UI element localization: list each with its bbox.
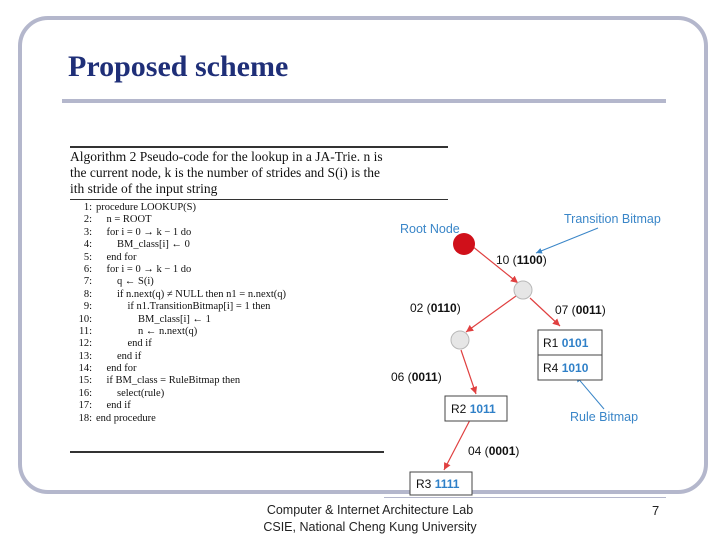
line-text: for i = 0 → k − 1 do	[96, 263, 192, 275]
line-number: 9:	[83, 301, 92, 313]
node-10	[514, 281, 532, 299]
line-number: 13:	[78, 350, 92, 362]
transition-bitmap-arrow	[536, 228, 598, 253]
line-number: 4:	[83, 239, 92, 251]
edge-label-07: 07 (0011)	[555, 303, 606, 317]
rule-r2-label: R2 1011	[451, 402, 496, 416]
edge-r2-to-r3	[444, 420, 470, 470]
rule-r3-label: R3 1111	[416, 477, 460, 491]
line-text: q ← S(i)	[96, 276, 154, 288]
footer-lab: Computer & Internet Architecture Lab	[266, 503, 474, 517]
line-number: 17:	[78, 400, 92, 412]
line-text: n = ROOT	[96, 214, 152, 226]
footer	[220, 502, 520, 536]
transition-bitmap-label: Transition Bitmap	[564, 212, 661, 226]
footer-rule	[384, 497, 666, 498]
line-number: 5:	[83, 251, 92, 263]
edge-label-02: 02 (0110)	[410, 301, 461, 315]
slide-title: Proposed scheme	[68, 50, 289, 83]
line-number: 2:	[83, 214, 92, 226]
rule-r4-label: R4 1010	[543, 361, 589, 375]
line-text: for i = 0 → k − 1 do	[96, 226, 192, 238]
edge-label-06: 06 (0011)	[391, 370, 442, 384]
line-number: 8:	[83, 288, 92, 300]
line-text: end for	[96, 363, 137, 375]
footer-university: CSIE, National Cheng Kung University	[263, 520, 477, 534]
line-number: 7:	[83, 276, 92, 288]
edge-label-10: 10 (1100)	[496, 253, 547, 267]
line-number: 6:	[83, 263, 92, 275]
line-text: BM_class[i] ← 0	[96, 239, 190, 251]
edge-n02-to-r2	[461, 350, 476, 394]
caption-line: Algorithm 2 Pseudo-code for the lookup in a JA-Trie. n is	[70, 148, 383, 164]
caption-line: the current node, k is the number of strides and S(i) is the	[70, 164, 381, 180]
line-number: 15:	[78, 375, 92, 387]
line-number: 12:	[78, 338, 92, 350]
edge-label-04: 04 (0001)	[468, 444, 520, 458]
rule-bitmap-arrow	[576, 376, 604, 409]
line-number: 14:	[78, 363, 92, 375]
line-text: if n1.TransitionBitmap[i] = 1 then	[96, 301, 271, 313]
line-text: n ← n.next(q)	[96, 325, 198, 337]
line-number: 16:	[78, 387, 92, 399]
root-node	[453, 233, 475, 255]
line-text: end procedure	[96, 412, 156, 424]
line-text: end if	[96, 338, 152, 350]
line-number: 1:	[83, 202, 92, 213]
node-02	[451, 331, 469, 349]
edge-n10-to-n02	[466, 296, 516, 332]
line-text: BM_class[i] ← 1	[96, 313, 211, 325]
page-number: 7	[652, 503, 660, 518]
line-text: if n.next(q) ≠ NULL then n1 = n.next(q)	[96, 288, 287, 300]
line-number: 10:	[78, 313, 92, 325]
rule-bitmap-label: Rule Bitmap	[570, 410, 639, 424]
line-number: 3:	[83, 226, 92, 238]
line-text: end if	[96, 400, 131, 412]
line-text: procedure LOOKUP(S)	[96, 202, 197, 213]
line-text: end if	[96, 350, 142, 362]
line-text: if BM_class = RuleBitmap then	[96, 375, 241, 387]
line-number: 11:	[78, 325, 92, 337]
rule-r1-label: R1 0101	[543, 336, 589, 350]
line-text: end for	[96, 251, 137, 263]
caption-line: ith stride of the input string	[70, 180, 218, 196]
line-number: 18:	[78, 412, 92, 424]
root-node-label: Root Node	[400, 222, 460, 236]
line-text: select(rule)	[96, 387, 165, 399]
